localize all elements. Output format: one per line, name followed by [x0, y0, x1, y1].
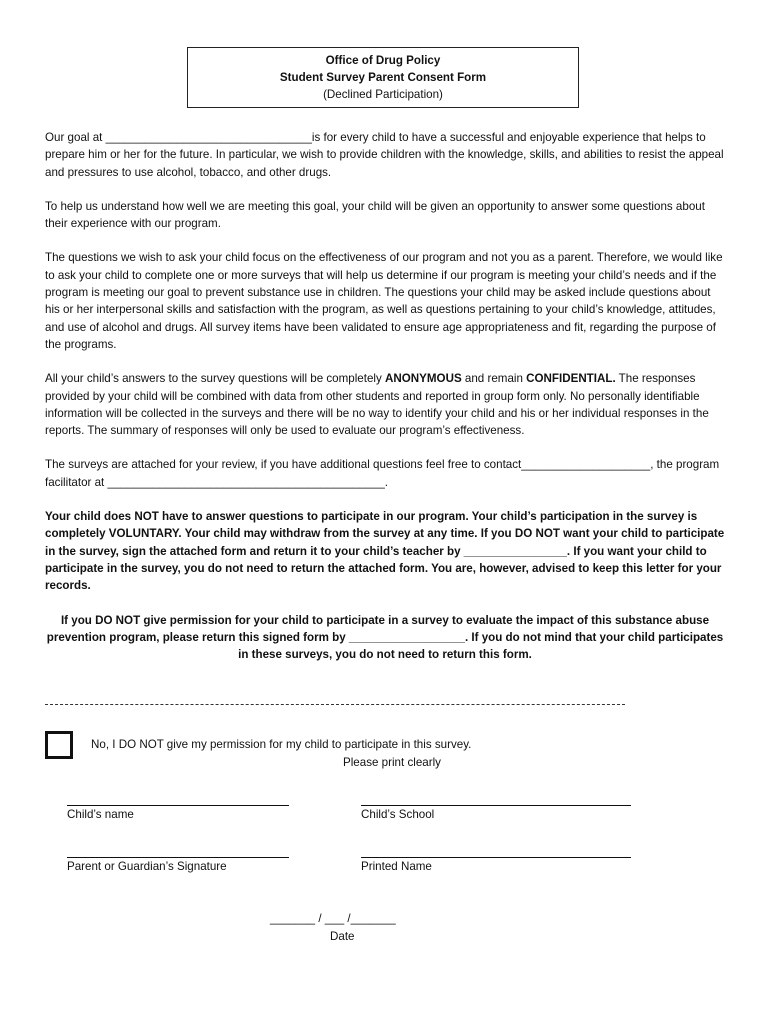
print-clearly-note: Please print clearly	[343, 756, 441, 769]
printed-name-line[interactable]	[361, 857, 631, 858]
cut-line-divider	[45, 704, 625, 705]
paragraph-goal: Our goal at ________________________________is for every child to have a successful and enjoyable experience that helps to prepare him or her for the future. In particular, we wish to provide children with the knowledge, skills, and abilities to resist the appeal and pressures to use alcohol, tobacco, and other drugs.	[45, 131, 724, 179]
childs-school-line[interactable]	[361, 805, 631, 806]
paragraph-anonymous	[45, 370, 725, 439]
date-label: Date	[330, 930, 355, 943]
childs-name-label: Child’s name	[67, 808, 134, 821]
anon-text-1: All your child’s answers to the survey questions will be completely	[45, 372, 386, 386]
date-field[interactable]: _______ / ___ /_______	[270, 912, 396, 925]
paragraph-questions: The questions we wish to ask your child focus on the effectiveness of our program and not you as a parent. Therefore, we would like to ask your child to complete one or more surveys that will help us determine if our program is meeting your child’s needs and if the program is meeting our goal to prevent substance use in children. The questions your child may be asked include questions about his or her interpersonal skills and satisfaction with the program, as well as questions pertaining to your child’s knowledge, attitudes, and use of alcohol and drugs. All survey items have been validated to ensure age appropriateness and fit, regarding the purpose of the programs.	[45, 251, 723, 351]
anonymous-emphasis: ANONYMOUS	[385, 372, 462, 386]
paragraph-contact: The surveys are attached for your review, if you have additional questions feel free to contact____________________, the program facilitator at ___________________________________________.	[45, 458, 720, 489]
anon-text-3: The responses provided by your child will be combined with data from other students and reported in group form only. No personally identifiable information will be collected in the surveys and there will be no way to identify your child and his or her individual responses in the reports. The summary of responses will only be used to evaluate our program’s effectiveness.	[45, 372, 709, 438]
decline-checkbox[interactable]	[45, 731, 73, 759]
printed-name-label: Printed Name	[361, 860, 432, 873]
paragraph-voluntary: Your child does NOT have to answer questions to participate in our program. Your child’s participation in the survey is completely VOLUNTARY. Your child may withdraw from the survey at any time. If you DO NOT want your child to participate in the survey, sign the attached form and return it to your child’s teacher by ________________. If you want your child to participate in the survey, you do not need to return the attached form. You are, however, advised to keep this letter for your records.	[45, 510, 725, 593]
paragraph-help-understand: To help us understand how well we are meeting this goal, your child will be given an opportunity to answer some questions about their experience with our program.	[45, 199, 705, 231]
paragraph-return-form: If you DO NOT give permission for your child to participate in a survey to evaluate the impact of this substance abuse prevention program, please return this signed form by __________________. If you do not mind that your child participates in these surveys, you do not need to return this form.	[46, 613, 724, 662]
decline-statement: No, I DO NOT give my permission for my child to participate in this survey.	[91, 738, 472, 751]
childs-name-line[interactable]	[67, 805, 289, 806]
guardian-signature-line[interactable]	[67, 857, 289, 858]
form-title: Student Survey Parent Consent Form	[279, 71, 487, 84]
confidential-emphasis: CONFIDENTIAL.	[526, 372, 616, 386]
office-title: Office of Drug Policy	[325, 54, 441, 67]
form-subtitle: (Declined Participation)	[323, 88, 443, 101]
letter-body	[45, 129, 725, 680]
guardian-signature-label: Parent or Guardian’s Signature	[67, 860, 227, 873]
title-box	[187, 47, 579, 108]
anon-text-2: and remain	[461, 372, 527, 386]
childs-school-label: Child’s School	[361, 808, 435, 821]
